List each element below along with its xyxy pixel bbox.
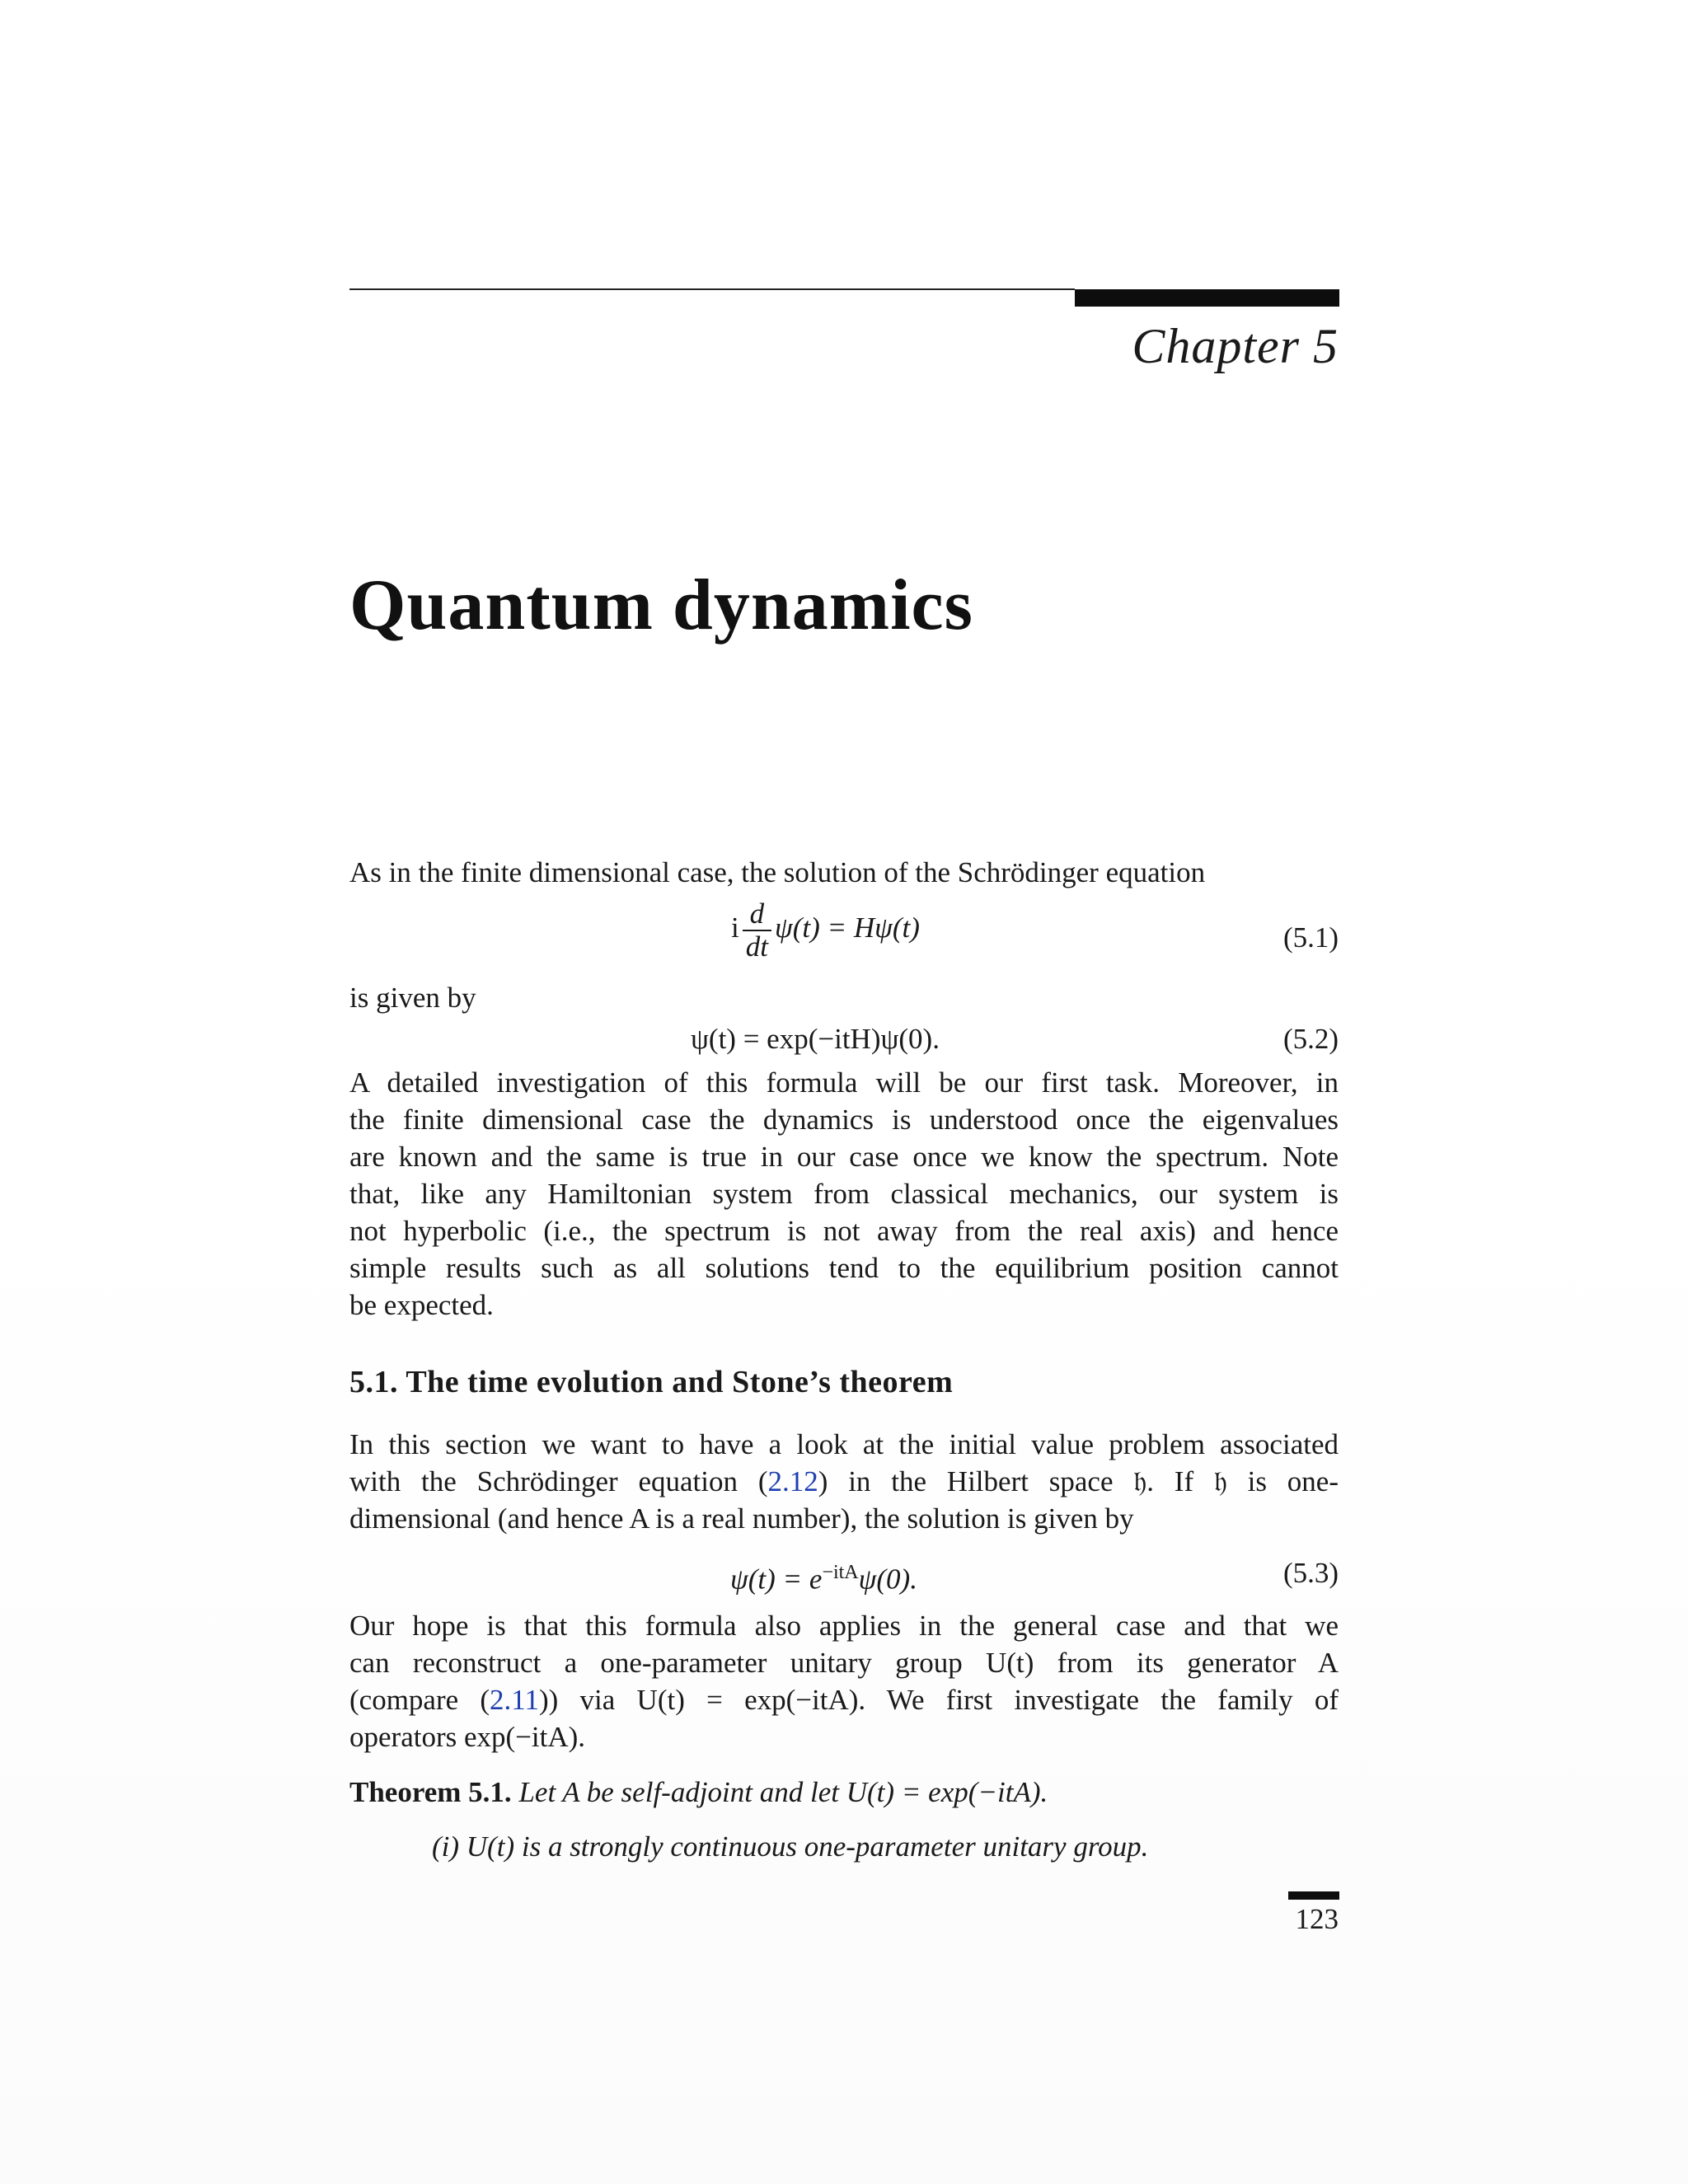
- page-number: 123: [1295, 1903, 1339, 1935]
- section-line: operators exp(−itA).: [349, 1721, 586, 1753]
- page-number-rule: [1288, 1891, 1339, 1900]
- equation-number: (5.1): [1282, 921, 1339, 954]
- section-line: In this section we want to have a look at the initial value problem associated: [349, 1428, 1339, 1460]
- chapter-label: Chapter 5: [1132, 319, 1339, 373]
- equation-5-2: ψ(t) = exp(−itH)ψ(0).: [691, 1023, 940, 1055]
- theorem-text: Let A be self-adjoint and let U(t) = exp(−itA).: [518, 1776, 1048, 1808]
- frac-denominator: dt: [745, 930, 768, 963]
- text-run: ) in the Hilbert space 𝔥. If 𝔥 is one-: [818, 1465, 1339, 1497]
- given-by: is given by: [349, 982, 476, 1014]
- chapter-rule-bar: [1075, 289, 1339, 307]
- text-run: (compare (: [349, 1684, 490, 1716]
- equation-number: (5.2): [1282, 1023, 1339, 1055]
- theorem: [349, 1774, 1339, 1811]
- equation-ref-link[interactable]: 2.11: [490, 1684, 539, 1716]
- section-heading: 5.1. The time evolution and Stone’s theorem: [349, 1365, 954, 1399]
- eq-rest: ψ(t) = Hψ(t): [774, 912, 920, 944]
- text-run: with the Schrödinger equation (: [349, 1465, 768, 1497]
- eq-superscript: −itA: [822, 1562, 859, 1583]
- para-line: be expected.: [349, 1289, 494, 1321]
- text-run: )) via U(t) = exp(−itA). We first investigate the family of: [539, 1684, 1339, 1716]
- equation-ref-link[interactable]: 2.12: [767, 1465, 818, 1497]
- chapter-title: Quantum dynamics: [349, 565, 973, 645]
- frac-numerator: d: [743, 898, 771, 931]
- eq-rhs: ψ(0).: [858, 1563, 917, 1596]
- section-line: can reconstruct a one-parameter unitary group U(t) from its generator A: [349, 1647, 1339, 1679]
- para-line: are known and the same is true in our case once we know the spectrum. Note: [349, 1141, 1339, 1173]
- section-line: [349, 1681, 1339, 1718]
- equation-number: (5.3): [1282, 1557, 1339, 1589]
- para-line: the finite dimensional case the dynamics is understood once the eigenvalues: [349, 1104, 1339, 1136]
- para-line: simple results such as all solutions tend to the equilibrium position cannot: [349, 1252, 1339, 1284]
- eq-lhs: ψ(t) = e: [730, 1563, 823, 1596]
- equation-5-3: [730, 1554, 917, 1598]
- section-line: [349, 1463, 1339, 1500]
- para-line: not hyperbolic (i.e., the spectrum is not away from the real axis) and hence: [349, 1215, 1339, 1247]
- theorem-item: (i) U(t) is a strongly continuous one-parameter unitary group.: [432, 1830, 1149, 1863]
- intro-line: As in the finite dimensional case, the solution of the Schrödinger equation: [349, 856, 1206, 888]
- chapter-rule: [349, 288, 1075, 290]
- section-line: Our hope is that this formula also applies in the general case and that we: [349, 1610, 1339, 1642]
- para-line: A detailed investigation of this formula will be our first task. Moreover, in: [349, 1066, 1339, 1099]
- para-line: that, like any Hamiltonian system from classical mechanics, our system is: [349, 1178, 1339, 1210]
- eq-imag-unit: i: [731, 912, 739, 944]
- equation-5-1: [731, 898, 920, 963]
- section-line: dimensional (and hence A is a real number), the solution is given by: [349, 1502, 1134, 1535]
- theorem-label: Theorem 5.1.: [349, 1776, 512, 1808]
- derivative-fraction: [743, 898, 771, 963]
